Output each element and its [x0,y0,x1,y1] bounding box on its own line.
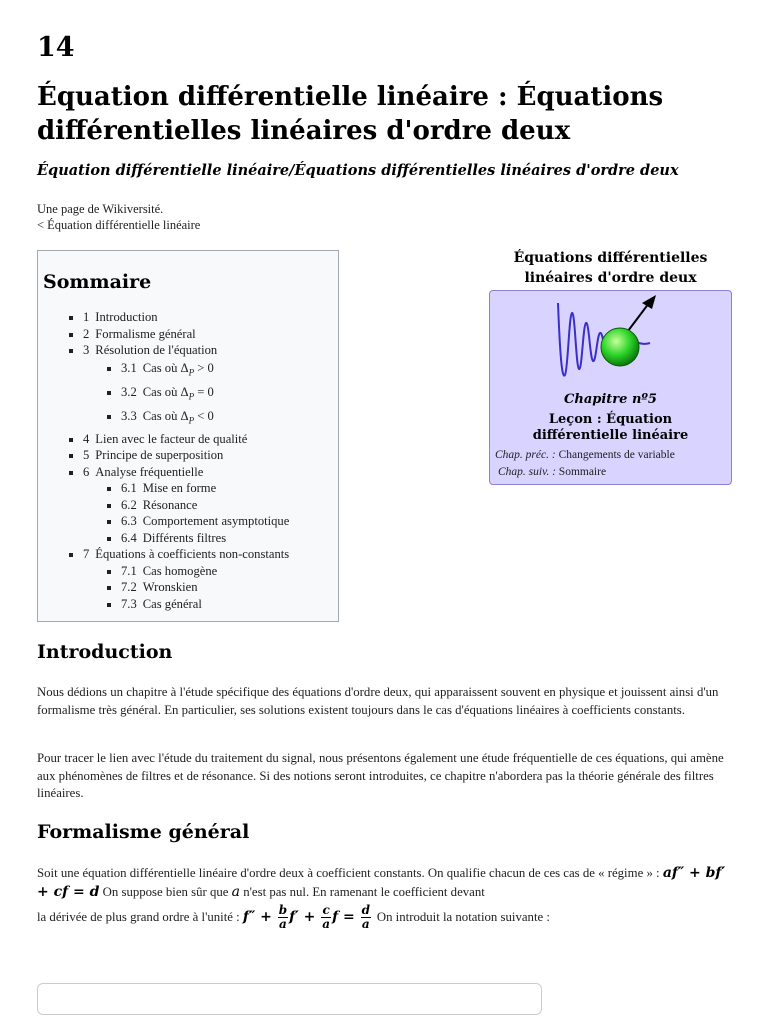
toc-title: Sommaire [43,271,152,293]
toc-item[interactable]: ▪ 6.3 Comportement asymptotique [121,513,333,530]
toc-item[interactable]: ▪ 6.4 Différents filtres [121,530,333,547]
toc-item[interactable]: ▪ 4 Lien avec le facteur de qualité [83,431,333,448]
toc-item[interactable]: ▪ 3.1 Cas où $\Delta_P > 0$ [121,359,333,383]
infobox-prev-row [495,449,675,461]
page [37,30,732,931]
toc-item[interactable]: ▪ 7 Équations à coefficients non-constants ▪ 7.1 Cas homogène ▪ 7.2 Wronskien ▪ 7.3 Cas général [83,546,333,612]
infobox-next-row [498,466,606,478]
chapter-infobox [489,248,732,485]
toc-item[interactable]: ▪ 7.1 Cas homogène [121,563,333,580]
toc-item[interactable]: ▪ 6.1 Mise en forme [121,480,333,497]
chapter-number: 14 [37,32,75,63]
toc-item[interactable]: ▪ 2 Formalisme général [83,326,333,343]
equation-2: f″ + $\frac{b}{a}$ f′ + $\frac{c}{a}$ f = $\frac{d}{a}$ [242,902,370,931]
toc-list [43,309,333,612]
toc-item[interactable]: ▪ 7.2 Wronskien [121,579,333,596]
prev-chapter-link[interactable]: Changements de variable [558,449,675,461]
infobox-card [489,290,732,485]
page-title [37,80,732,148]
page-meta [37,201,732,233]
equation-1: af″ + bf′ + cf = d [37,865,726,900]
toc-item[interactable]: ▪ 3.3 Cas où $\Delta_P < 0$ [121,407,333,431]
back-link[interactable]: < Équation différentielle linéaire [37,218,201,232]
prev-key: Chap. préc. : [495,449,556,461]
definition-box [37,983,542,1015]
page-title-line1: Équation différentielle linéaire : Équations [37,82,664,112]
section-heading-formalism: Formalisme général [37,821,250,843]
next-chapter-link[interactable]: Sommaire [558,466,607,478]
infobox-title: Équations différentielles linéaires d'ordre deux [513,250,708,286]
oscillation-ball-icon [552,295,662,387]
source-note: Une page de Wikiversité. [37,202,164,216]
intro-paragraph-2: Pour tracer le lien avec l'étude du traitement du signal, nous présentons également une étude fréquentielle de ces équations, qui amène aux phénomènes de filtres et de résonance. Si des notions seront introduites, ce chapitre n'abordera pas la théorie générale des filtres linéaires. [37,751,724,800]
infobox-lecon[interactable]: Leçon : Équation différentielle linéaire [532,412,689,443]
toc-item[interactable]: ▪ 3 Résolution de l'équation ▪ 3.1 Cas où $\Delta_P > 0$ ▪ 3.2 Cas où $\Delta_P = 0$ ▪ 3.3 Cas où $\Delta_P < 0$ [83,342,333,431]
infobox-chapter: Chapitre nº5 [564,392,657,407]
toc-item[interactable]: ▪ 3.2 Cas où $\Delta_P = 0$ [121,383,333,407]
toc-item[interactable]: ▪ 7.3 Cas général [121,596,333,613]
table-of-contents [37,250,339,622]
toc-item[interactable]: ▪ 1 Introduction [83,309,333,326]
section-heading-introduction: Introduction [37,641,173,663]
formalism-paragraph: Soit une équation différentielle linéaire d'ordre deux à coefficient constants. On qualifie chacun de ces cas de « régime » : af″ + bf′ + cf = d On suppose bien sûr que a n'est pas nul. En ramenant le coefficient devant la dérivée de plus grand ordre à l'unité : f″ + $\frac{b}{a}$ f′ + $\frac{c}{a}$ f = $\frac{d}{a}$ On introduit la notation suivante : [37,865,726,931]
toc-item[interactable]: ▪ 6.2 Résonance [121,497,333,514]
page-subtitle: Équation différentielle linéaire/Équations différentielles linéaires d'ordre deux [37,162,679,179]
toc-item[interactable]: ▪ 6 Analyse fréquentielle ▪ 6.1 Mise en forme ▪ 6.2 Résonance ▪ 6.3 Comportement asymptotique ▪ 6.4 Différents filtres [83,464,333,547]
intro-paragraph-1: Nous dédions un chapitre à l'étude spécifique des équations d'ordre deux, qui apparaissent souvent en physique et jouissent ainsi d'un formalisme très général. En particulier, ses solutions existent toujours dans le cas d'équations linéaires à coefficients constants. [37,685,719,717]
toc-item[interactable]: ▪ 5 Principe de superposition [83,447,333,464]
next-key: Chap. suiv. : [498,466,556,478]
page-title-line2: différentielles linéaires d'ordre deux [37,116,571,146]
